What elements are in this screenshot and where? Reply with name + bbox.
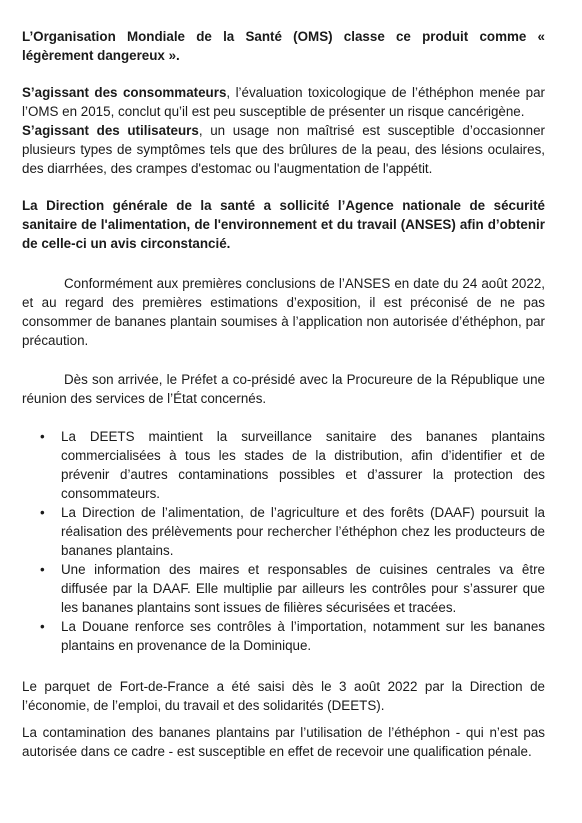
list-item-text: La Douane renforce ses contrôles à l’importation, notamment sur les bananes plantains en provenance de la Dominique. <box>61 619 545 653</box>
measures-list <box>22 427 545 655</box>
anses-conclusions-paragraph: Conformément aux premières conclusions de l’ANSES en date du 24 août 2022, et au regard des premières estimations d’exposition, il est préconisé de ne pas consommer de bananes plantain soumises à l’application non autorisée d’éthéphon, par précaution. <box>22 276 545 348</box>
list-item <box>22 503 545 560</box>
bullet-icon: • <box>40 505 45 520</box>
consumers-heading: S’agissant des consommateurs <box>22 85 227 100</box>
list-item <box>22 617 545 655</box>
users-heading: S’agissant des utilisateurs <box>22 123 199 138</box>
bullet-icon: • <box>40 619 45 634</box>
list-item-text: Une information des maires et responsables de cuisines centrales va être diffusée par la DAAF. Elle multiplie par ailleurs les contrôles pour s’assurer que les bananes plantains sont issues de filières sécurisées et tracées. <box>61 562 545 615</box>
users-text: , un usage non maîtrisé est susceptible d’occasionner plusieurs types de symptômes tels que des brûlures de la peau, des lésions oculaires, des diarrhées, des crampes d'estomac ou l'augmentation de l'appétit. <box>22 123 545 176</box>
list-item <box>22 427 545 503</box>
consumers-text: , l’évaluation toxicologique de l’éthéphon menée par l’OMS en 2015, conclut qu’il est peu susceptible de présenter un risque cancérigène. <box>22 85 546 119</box>
consumers-paragraph <box>22 83 545 121</box>
parquet-paragraph: Le parquet de Fort-de-France a été saisi dès le 3 août 2022 par la Direction de l’économie, de l’emploi, du travail et des solidarités (DEETS). <box>22 679 545 713</box>
penal-qualification-paragraph: La contamination des bananes plantains par l’utilisation de l’éthéphon - qui n’est pas autorisée dans ce cadre - est susceptible en effet de recevoir une qualification pénale. <box>22 725 545 759</box>
dgs-anses-paragraph: La Direction générale de la santé a sollicité l’Agence nationale de sécurité sanitaire de l'alimentation, de l'environnement et du travail (ANSES) afin d’obtenir de celle-ci un avis circonstancié. <box>22 198 545 251</box>
bullet-icon: • <box>40 429 45 444</box>
document-page <box>22 27 545 761</box>
list-item <box>22 560 545 617</box>
list-item-text: La DEETS maintient la surveillance sanitaire des bananes plantains commercialisées à tous les stades de la distribution, afin d’identifier et de prévenir d’autres contaminations possibles et d’assurer la protection des consommateurs. <box>61 429 545 501</box>
list-item-text: La Direction de l’alimentation, de l’agriculture et des forêts (DAAF) poursuit la réalisation des prélèvements pour rechercher l’éthéphon chez les producteurs de bananes plantains. <box>61 505 545 558</box>
bullet-icon: • <box>40 562 45 577</box>
prefet-meeting-paragraph: Dès son arrivée, le Préfet a co-présidé avec la Procureure de la République une réunion des services de l’État concernés. <box>22 372 545 406</box>
users-paragraph <box>22 121 545 178</box>
oms-classification-paragraph: L’Organisation Mondiale de la Santé (OMS) classe ce produit comme « légèrement dangereux ». <box>22 29 545 63</box>
